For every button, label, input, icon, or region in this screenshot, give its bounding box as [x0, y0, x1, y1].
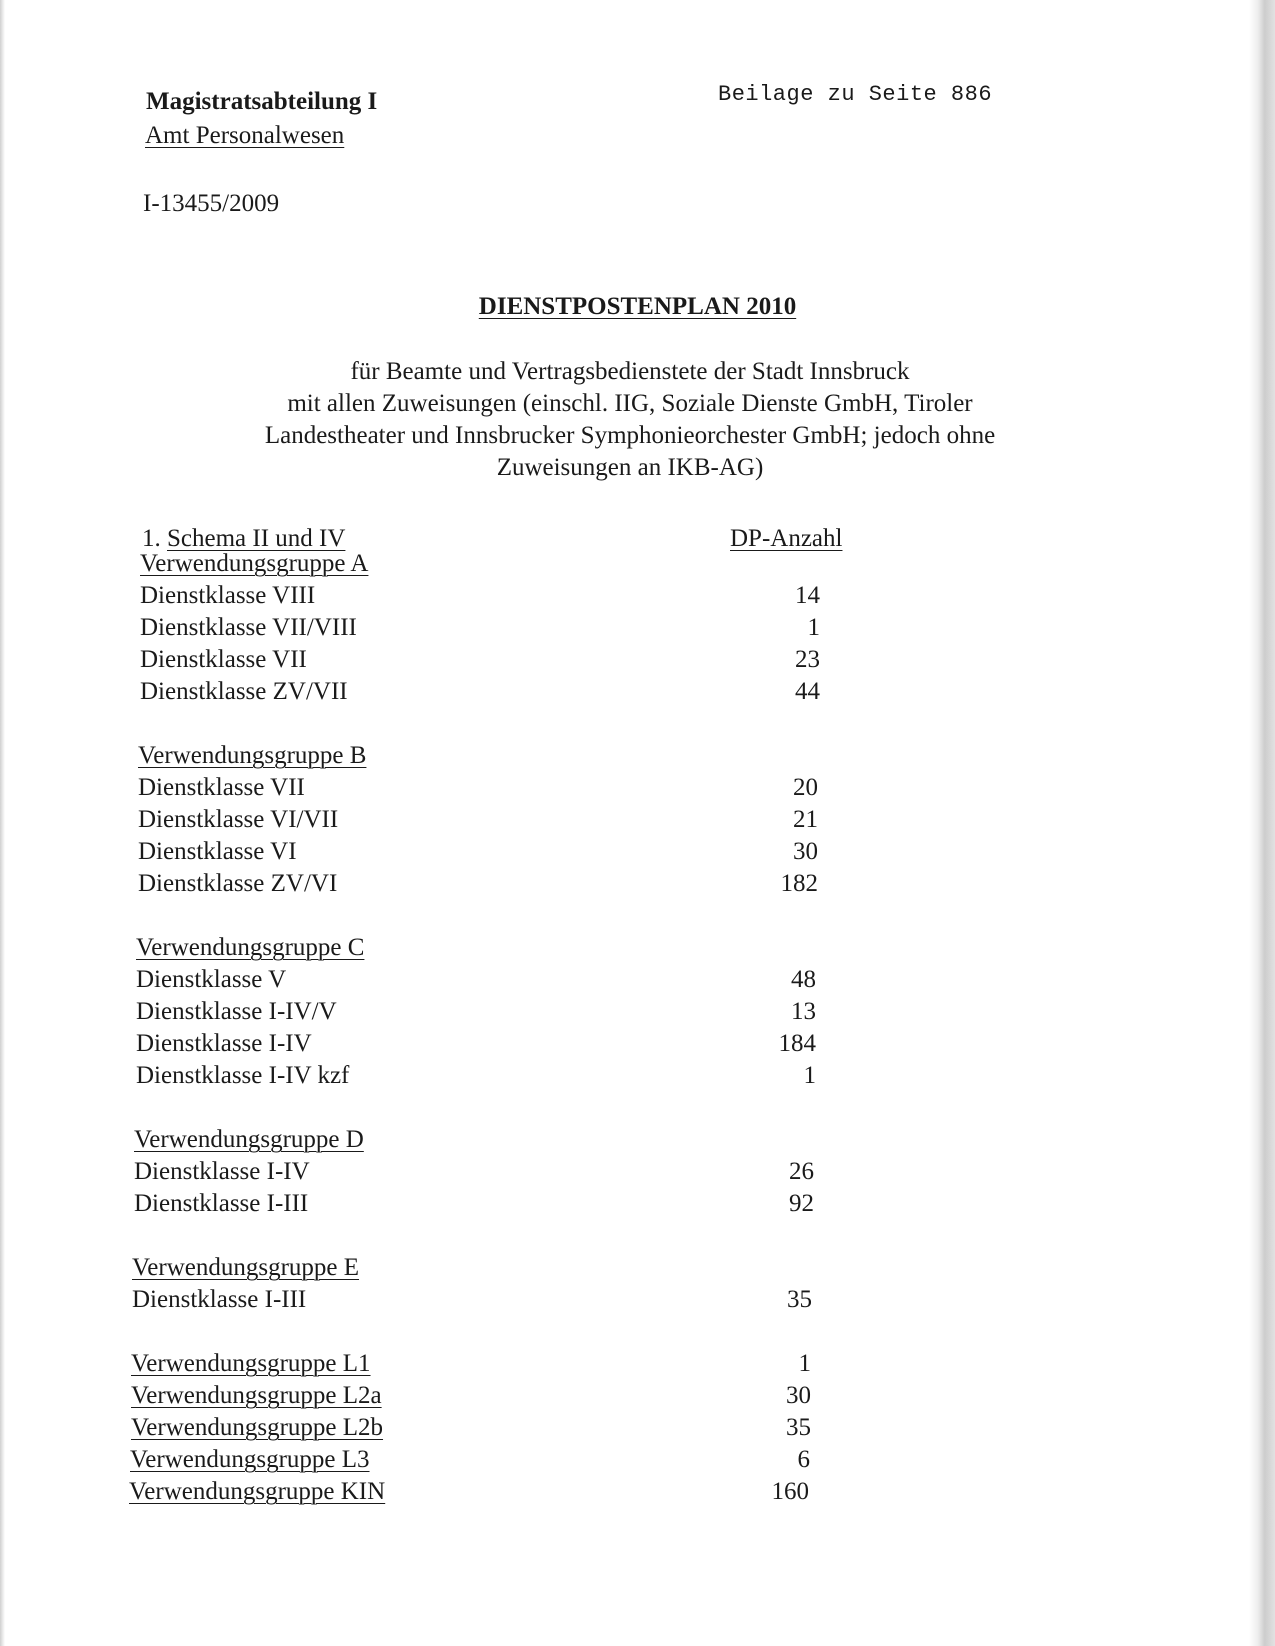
dp-count-value: 1 [803, 1062, 816, 1089]
table-row [134, 1156, 834, 1188]
class-label: Dienstklasse ZV/VII [140, 678, 348, 705]
dp-count-value: 6 [797, 1446, 810, 1473]
supplement-note: Beilage zu Seite 886 [718, 82, 993, 107]
dp-count-value: 30 [793, 838, 818, 865]
group-label: Verwendungsgruppe L3 [130, 1446, 370, 1473]
subtitle-line: für Beamte und Vertragsbedienstete der Stadt Innsbruck [350, 358, 910, 385]
group-label: Verwendungsgruppe E [132, 1254, 360, 1281]
class-label: Dienstklasse VI/VII [138, 806, 339, 833]
table-row [132, 1284, 832, 1316]
dp-count-value: 35 [787, 1286, 812, 1313]
dp-count-value: 92 [789, 1190, 814, 1217]
table-row [130, 1444, 830, 1476]
dp-count-value: 44 [795, 678, 820, 705]
table-row [140, 612, 840, 644]
document-title: DIENSTPOSTENPLAN 2010 [478, 293, 797, 320]
dp-count-value: 48 [791, 966, 816, 993]
class-label: Dienstklasse VII/VIII [140, 614, 357, 641]
table-row [138, 772, 838, 804]
file-number: I-13455/2009 [143, 190, 280, 217]
group-label: Verwendungsgruppe C [136, 934, 365, 961]
scan-edge-left [0, 0, 5, 1646]
dp-count-value: 30 [786, 1382, 811, 1409]
class-label: Dienstklasse I-IV kzf [136, 1062, 350, 1089]
group-label: Verwendungsgruppe L2a [131, 1382, 382, 1409]
table-row [136, 964, 836, 996]
table-row [136, 932, 836, 964]
table-row [138, 804, 838, 836]
group-label: Verwendungsgruppe L2b [131, 1414, 384, 1441]
table-row [131, 1412, 831, 1444]
table-row [136, 996, 836, 1028]
dp-count-value: 1 [798, 1350, 811, 1377]
table-row [136, 1060, 836, 1092]
table-row [131, 1348, 831, 1380]
column-header-dp-count: DP-Anzahl [730, 525, 843, 552]
class-label: Dienstklasse VII [140, 646, 307, 673]
dp-count-value: 182 [780, 870, 818, 897]
office-name: Amt Personalwesen [145, 122, 345, 149]
dp-count-value: 21 [793, 806, 818, 833]
subtitle-line: mit allen Zuweisungen (einschl. IIG, Soziale Dienste GmbH, Tiroler [287, 390, 973, 417]
dp-count-value: 20 [793, 774, 818, 801]
dp-count-value: 23 [795, 646, 820, 673]
group-label: Verwendungsgruppe L1 [131, 1350, 371, 1377]
table-row [140, 548, 840, 580]
table-row [131, 1380, 831, 1412]
department-name: Magistratsabteilung I [146, 88, 378, 115]
subtitle-line: Zuweisungen an IKB-AG) [496, 454, 764, 481]
table-row [134, 1188, 834, 1220]
class-label: Dienstklasse I-III [134, 1190, 309, 1217]
dp-count-value: 1 [807, 614, 820, 641]
class-label: Dienstklasse VI [138, 838, 297, 865]
group-label: Verwendungsgruppe KIN [129, 1478, 386, 1505]
section-label: Schema II und IV [167, 525, 346, 552]
class-label: Dienstklasse I-IV [134, 1158, 310, 1185]
table-row [138, 836, 838, 868]
section-number: 1. [142, 525, 161, 552]
table-row [134, 1124, 834, 1156]
class-label: Dienstklasse ZV/VI [138, 870, 338, 897]
dp-count-value: 160 [771, 1478, 809, 1505]
class-label: Dienstklasse VII [138, 774, 305, 801]
table-row [138, 740, 838, 772]
table-row [129, 1476, 829, 1508]
table-row [132, 1252, 832, 1284]
table-row [138, 868, 838, 900]
dp-count-value: 35 [786, 1414, 811, 1441]
class-label: Dienstklasse I-IV/V [136, 998, 337, 1025]
group-label: Verwendungsgruppe D [134, 1126, 364, 1153]
dp-count-value: 184 [778, 1030, 816, 1057]
group-label: Verwendungsgruppe A [140, 550, 369, 577]
class-label: Dienstklasse VIII [140, 582, 316, 609]
class-label: Dienstklasse I-III [132, 1286, 307, 1313]
dp-count-value: 13 [791, 998, 816, 1025]
table-row [140, 676, 840, 708]
table-row [136, 1028, 836, 1060]
scan-edge-right [1249, 0, 1275, 1646]
document-subtitle [170, 356, 1090, 484]
dp-count-value: 14 [795, 582, 820, 609]
table-row [140, 580, 840, 612]
class-label: Dienstklasse I-IV [136, 1030, 312, 1057]
class-label: Dienstklasse V [136, 966, 287, 993]
table-row [140, 644, 840, 676]
subtitle-line: Landestheater und Innsbrucker Symphonieorchester GmbH; jedoch ohne [264, 422, 996, 449]
dp-count-value: 26 [789, 1158, 814, 1185]
group-label: Verwendungsgruppe B [138, 742, 367, 769]
